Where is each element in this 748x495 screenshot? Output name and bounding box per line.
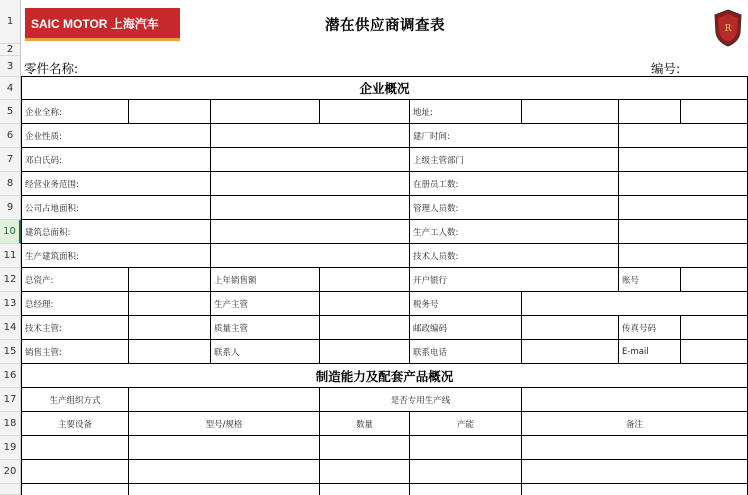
- phone-label: 联系电话: [410, 340, 522, 364]
- row-header[interactable]: 17: [0, 388, 21, 412]
- land-area-label: 公司占地面积:: [21, 196, 211, 220]
- logo-text: SAIC MOTOR 上海汽车: [31, 16, 159, 31]
- email-label: E-mail: [619, 340, 681, 364]
- building-area-value[interactable]: [211, 220, 410, 244]
- org-mode-value[interactable]: [129, 388, 320, 412]
- contact-value[interactable]: [320, 340, 410, 364]
- full-name-value-1[interactable]: [129, 100, 211, 124]
- workers-label: 生产工人数:: [410, 220, 619, 244]
- last-year-sales-label: 上年销售额: [211, 268, 320, 292]
- quality-manager-value[interactable]: [320, 316, 410, 340]
- employees-label: 在册员工数:: [410, 172, 619, 196]
- postcode-value[interactable]: [522, 316, 619, 340]
- total-assets-value[interactable]: [129, 268, 211, 292]
- nature-label: 企业性质:: [21, 124, 211, 148]
- account-label: 账号: [619, 268, 681, 292]
- tech-manager-label: 技术主管:: [21, 316, 129, 340]
- technicians-label: 技术人员数:: [410, 244, 619, 268]
- total-assets-label: 总资产:: [21, 268, 129, 292]
- full-name-value-2[interactable]: [211, 100, 320, 124]
- fax-label: 传真号码: [619, 316, 681, 340]
- row-header[interactable]: 15: [0, 340, 21, 364]
- address-label: 地址:: [410, 100, 522, 124]
- column-header-model: 型号/规格: [129, 412, 320, 436]
- brand-label: 邓白氏码:: [21, 148, 211, 172]
- column-header-quantity: 数量: [320, 412, 410, 436]
- number-label: 编号:: [651, 61, 681, 76]
- equipment-table-cell[interactable]: [21, 460, 129, 484]
- part-name-label: 零件名称:: [24, 61, 79, 76]
- postcode-label: 邮政编码: [410, 316, 522, 340]
- nature-value[interactable]: [211, 124, 410, 148]
- row-header[interactable]: 4: [0, 77, 21, 100]
- founded-label: 建厂时间:: [410, 124, 619, 148]
- row-header[interactable]: 12: [0, 268, 21, 292]
- row-header[interactable]: 20: [0, 460, 21, 484]
- brand-value[interactable]: [211, 148, 410, 172]
- bank-label: 开户银行: [410, 268, 619, 292]
- dedicated-line-value[interactable]: [522, 388, 748, 412]
- section-company-overview: 企业概况: [21, 77, 748, 100]
- email-value[interactable]: [681, 340, 748, 364]
- phone-value[interactable]: [522, 340, 619, 364]
- equipment-table-cell[interactable]: [410, 460, 522, 484]
- row-header[interactable]: 1: [0, 0, 21, 44]
- general-manager-value[interactable]: [129, 292, 211, 316]
- full-name-value-3[interactable]: [320, 100, 410, 124]
- equipment-table-cell[interactable]: [21, 436, 129, 460]
- prod-building-area-label: 生产建筑面积:: [21, 244, 211, 268]
- row-header[interactable]: 11: [0, 244, 21, 268]
- row-header[interactable]: 18: [0, 412, 21, 436]
- row-header[interactable]: [0, 484, 21, 495]
- roewe-emblem-icon: [713, 9, 743, 47]
- tax-no-label: 税务号: [410, 292, 522, 316]
- address-value-1[interactable]: [522, 100, 619, 124]
- row-header[interactable]: 19: [0, 436, 21, 460]
- row-header[interactable]: 14: [0, 316, 21, 340]
- managers-label: 管理人员数:: [410, 196, 619, 220]
- row-header[interactable]: 10: [0, 220, 21, 244]
- address-value-3[interactable]: [681, 100, 748, 124]
- prod-building-area-value[interactable]: [211, 244, 410, 268]
- equipment-table-cell[interactable]: [410, 484, 522, 495]
- account-value[interactable]: [681, 268, 748, 292]
- founded-value[interactable]: [619, 124, 748, 148]
- technicians-value[interactable]: [619, 244, 748, 268]
- row-header[interactable]: 6: [0, 124, 21, 148]
- quality-manager-label: 质量主管: [211, 316, 320, 340]
- row-header[interactable]: 9: [0, 196, 21, 220]
- equipment-table-cell[interactable]: [129, 484, 320, 495]
- column-header-capacity: 产能: [410, 412, 522, 436]
- column-header-remarks: 备注: [522, 412, 748, 436]
- production-manager-label: 生产主管: [211, 292, 320, 316]
- row-header[interactable]: 13: [0, 292, 21, 316]
- production-manager-value[interactable]: [320, 292, 410, 316]
- equipment-table-cell[interactable]: [522, 460, 748, 484]
- section-manufacturing: 制造能力及配套产品概况: [21, 364, 748, 388]
- equipment-table-cell[interactable]: [320, 460, 410, 484]
- building-area-label: 建筑总面积:: [21, 220, 211, 244]
- employees-value[interactable]: [619, 172, 748, 196]
- business-scope-value[interactable]: [211, 172, 410, 196]
- address-value-2[interactable]: [619, 100, 681, 124]
- full-name-label: 企业全称:: [21, 100, 129, 124]
- form-title: 潜在供应商调查表: [325, 17, 445, 34]
- business-scope-label: 经营业务范围:: [21, 172, 211, 196]
- saic-motor-logo: [25, 8, 180, 41]
- tax-no-value[interactable]: [522, 292, 748, 316]
- dedicated-line-label: 是否专用生产线: [320, 388, 522, 412]
- equipment-table-cell[interactable]: [522, 484, 748, 495]
- fax-value[interactable]: [681, 316, 748, 340]
- row-header[interactable]: 3: [0, 56, 21, 77]
- land-area-value[interactable]: [211, 196, 410, 220]
- org-mode-label: 生产组织方式: [21, 388, 129, 412]
- workers-value[interactable]: [619, 220, 748, 244]
- general-manager-label: 总经理:: [21, 292, 129, 316]
- row-header[interactable]: 5: [0, 100, 21, 124]
- superior-value[interactable]: [619, 148, 748, 172]
- tech-manager-value[interactable]: [129, 316, 211, 340]
- row-header[interactable]: 7: [0, 148, 21, 172]
- equipment-table-cell[interactable]: [410, 436, 522, 460]
- row-header[interactable]: 2: [0, 44, 21, 56]
- sales-manager-value[interactable]: [129, 340, 211, 364]
- last-year-sales-value[interactable]: [320, 268, 410, 292]
- sales-manager-label: 销售主管:: [21, 340, 129, 364]
- row-header[interactable]: 16: [0, 364, 21, 388]
- part-name-row: [21, 56, 748, 77]
- equipment-table-cell[interactable]: [320, 484, 410, 495]
- contact-label: 联系人: [211, 340, 320, 364]
- superior-label: 上级主管部门: [410, 148, 619, 172]
- equipment-table-cell[interactable]: [129, 460, 320, 484]
- column-header-equipment: 主要设备: [21, 412, 129, 436]
- managers-value[interactable]: [619, 196, 748, 220]
- svg-text:R: R: [724, 24, 732, 34]
- equipment-table-cell[interactable]: [522, 436, 748, 460]
- equipment-table-cell[interactable]: [320, 436, 410, 460]
- equipment-table-cell[interactable]: [129, 436, 320, 460]
- row-header[interactable]: 8: [0, 172, 21, 196]
- equipment-table-cell[interactable]: [21, 484, 129, 495]
